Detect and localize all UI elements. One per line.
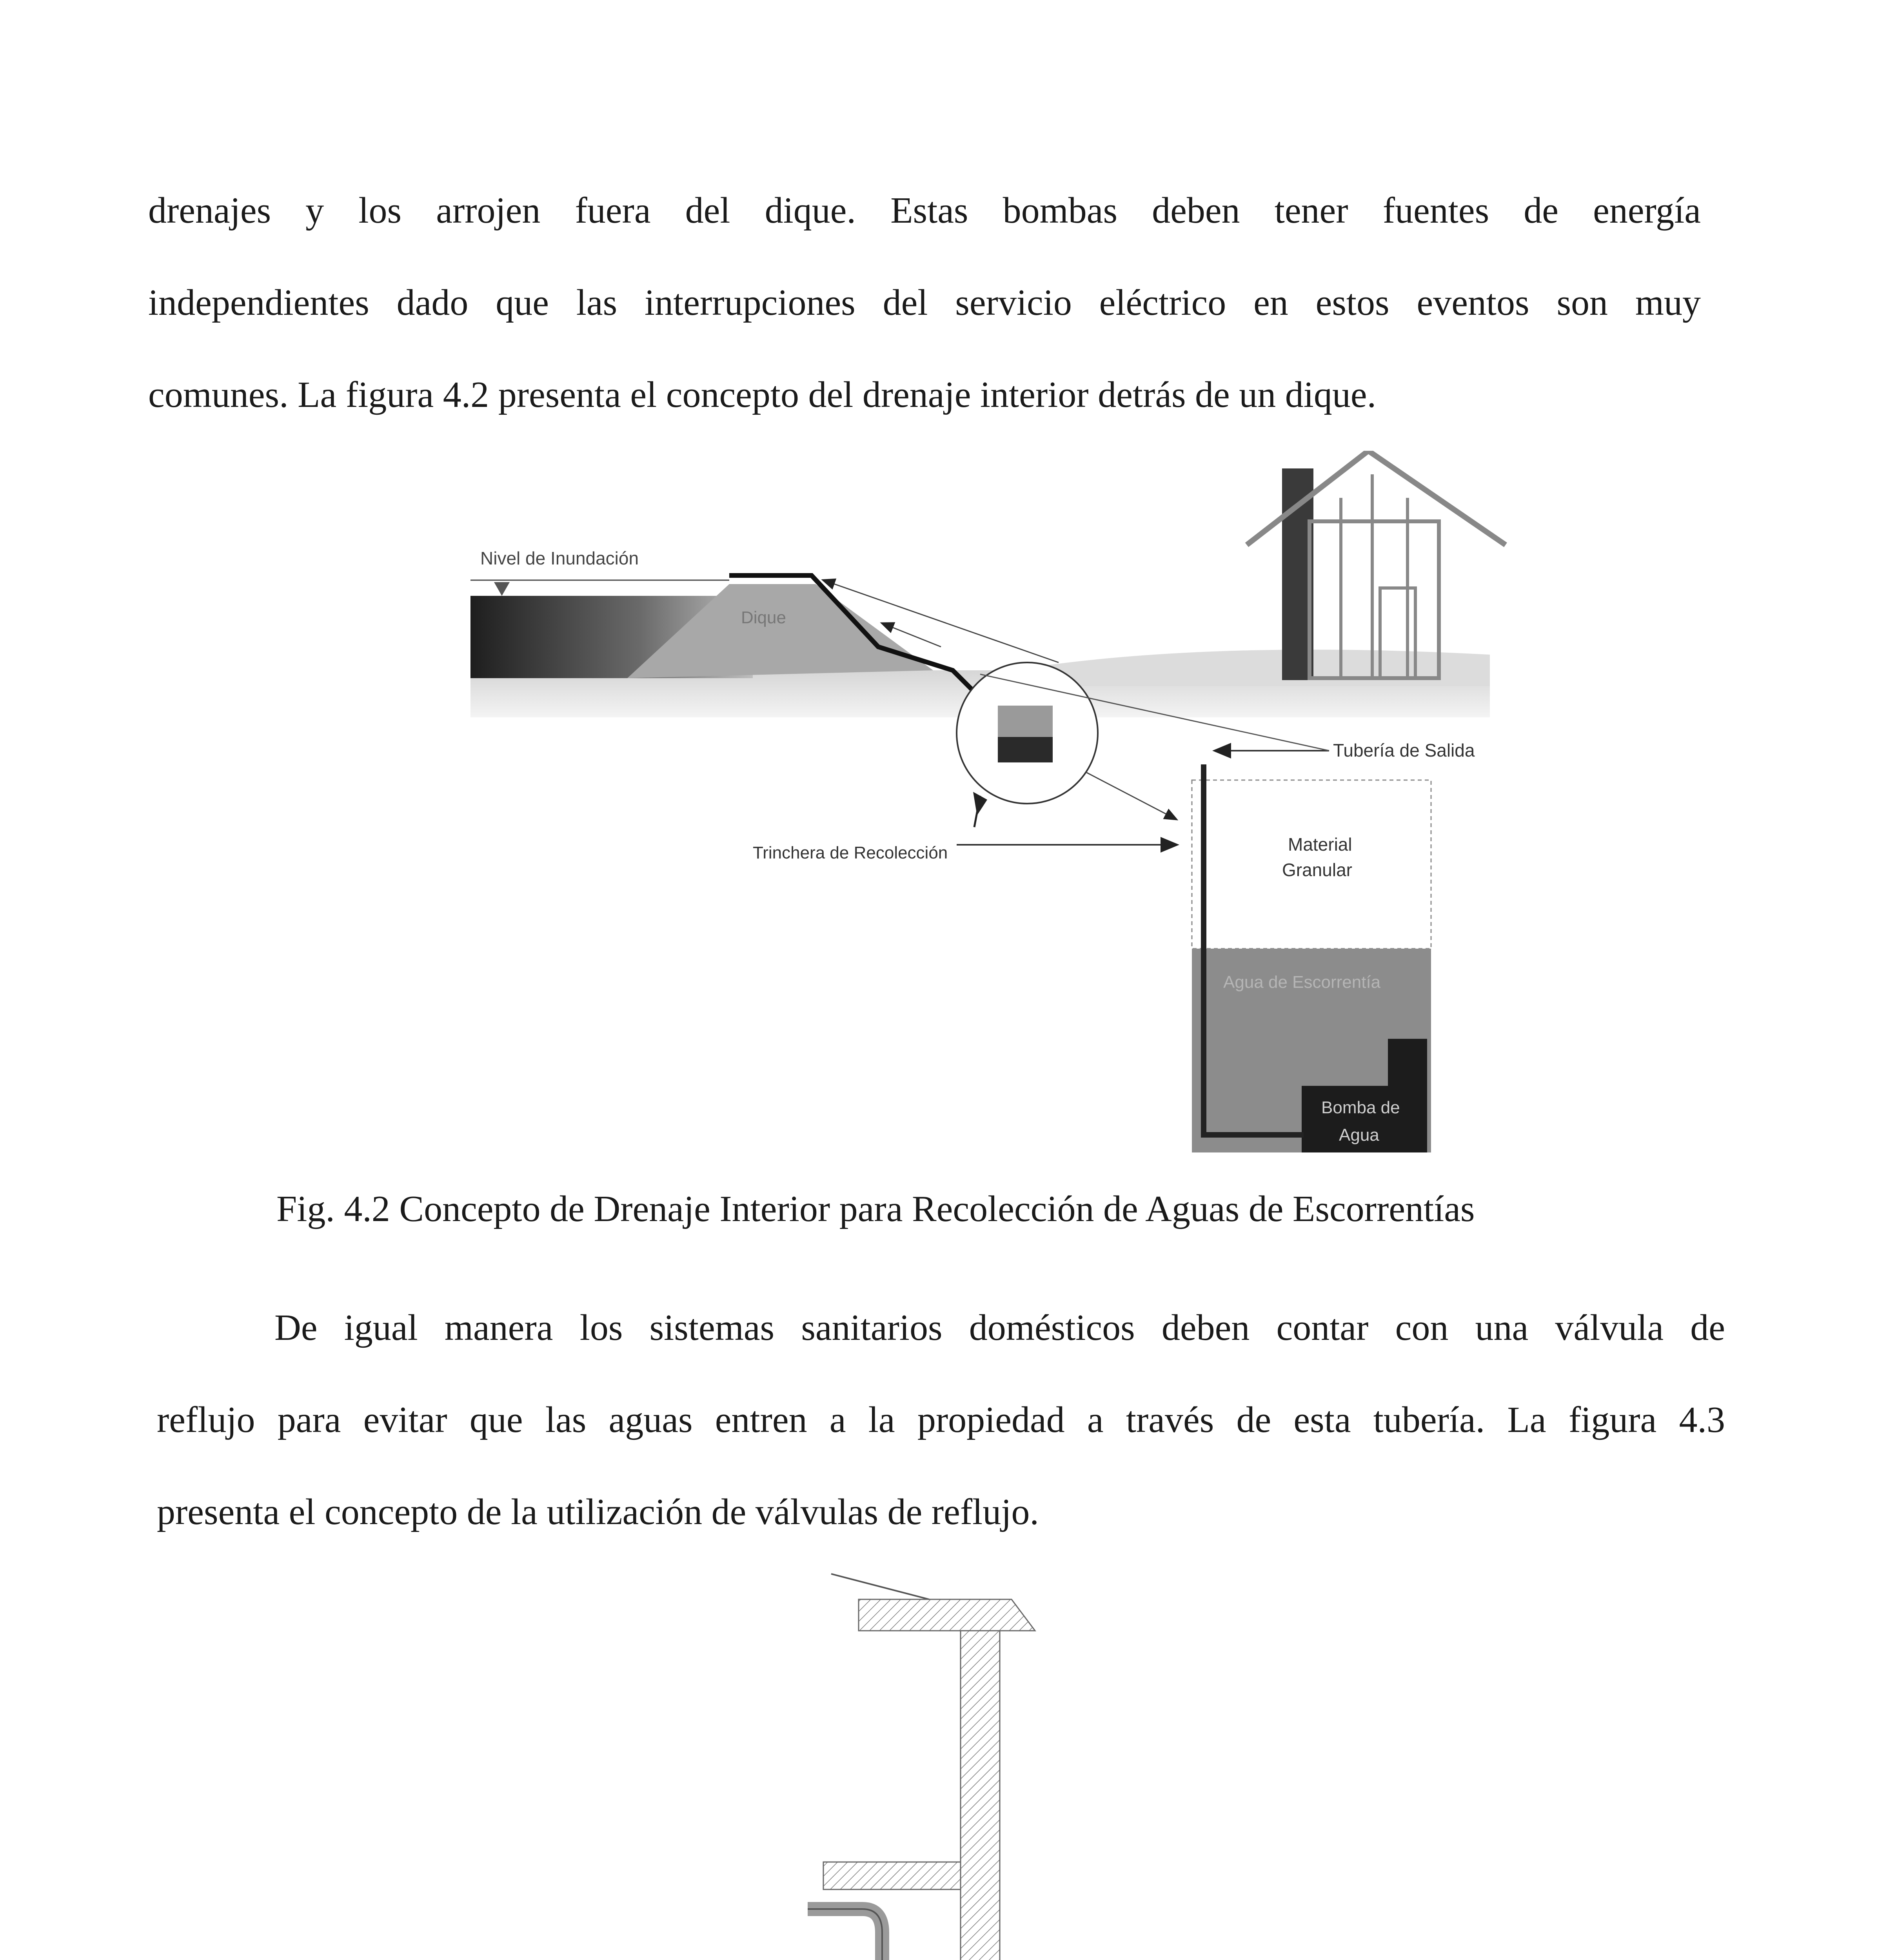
sanitary-pipe	[808, 1909, 961, 1960]
paragraph-backflow	[157, 1282, 1725, 1558]
granular-label-line1: Material	[1288, 834, 1352, 855]
levee-label: Dique	[741, 608, 786, 627]
leader-line	[1086, 772, 1176, 819]
paragraph-line: drenajes y los arrojen fuera del dique. Estas bombas deben tener fuentes de energía	[148, 190, 1701, 231]
figure-levee-interior-drainage	[470, 451, 1529, 1176]
exterior-wall	[961, 1631, 1000, 1960]
paragraph-line: presenta el concepto de la utilización de válvulas de reflujo.	[157, 1492, 1039, 1532]
flood-level-marker	[494, 582, 510, 596]
flood-level-label: Nivel de Inundación	[480, 548, 639, 568]
roof-line	[831, 1574, 929, 1599]
trench-box	[998, 706, 1053, 737]
granular-label-line2: Granular	[1282, 860, 1352, 880]
figure-4-2-caption: Fig. 4.2 Concepto de Drenaje Interior para Recolección de Aguas de Escorrentías	[276, 1189, 1475, 1229]
outlet-pipe-label: Tubería de Salida	[1333, 740, 1475, 760]
paragraph-intro	[148, 165, 1701, 441]
figure-backflow-valve	[792, 1568, 1074, 1960]
trench-label: Trinchera de Recolección	[753, 843, 948, 862]
paragraph-line: reflujo para evitar que las aguas entren a la propiedad a través de esta tubería. La figura 4.3	[157, 1399, 1725, 1440]
paragraph-line: independientes dado que las interrupciones del servicio eléctrico en estos eventos son muy	[148, 282, 1701, 323]
trench-box-bottom	[998, 737, 1053, 762]
roof-slab	[859, 1599, 1035, 1631]
trench-arrow-head	[973, 792, 987, 815]
runoff-water-label: Agua de Escorrentía	[1223, 973, 1381, 992]
paragraph-line: De igual manera los sistemas sanitarios domésticos deben contar con una válvula de	[274, 1307, 1725, 1348]
paragraph-line: comunes. La figura 4.2 presenta el concepto del drenaje interior detrás de un dique.	[148, 374, 1377, 415]
pump-label-line1: Bomba de	[1321, 1098, 1400, 1117]
pump-label-line2: Agua	[1339, 1125, 1379, 1145]
floor-slab	[823, 1862, 961, 1889]
